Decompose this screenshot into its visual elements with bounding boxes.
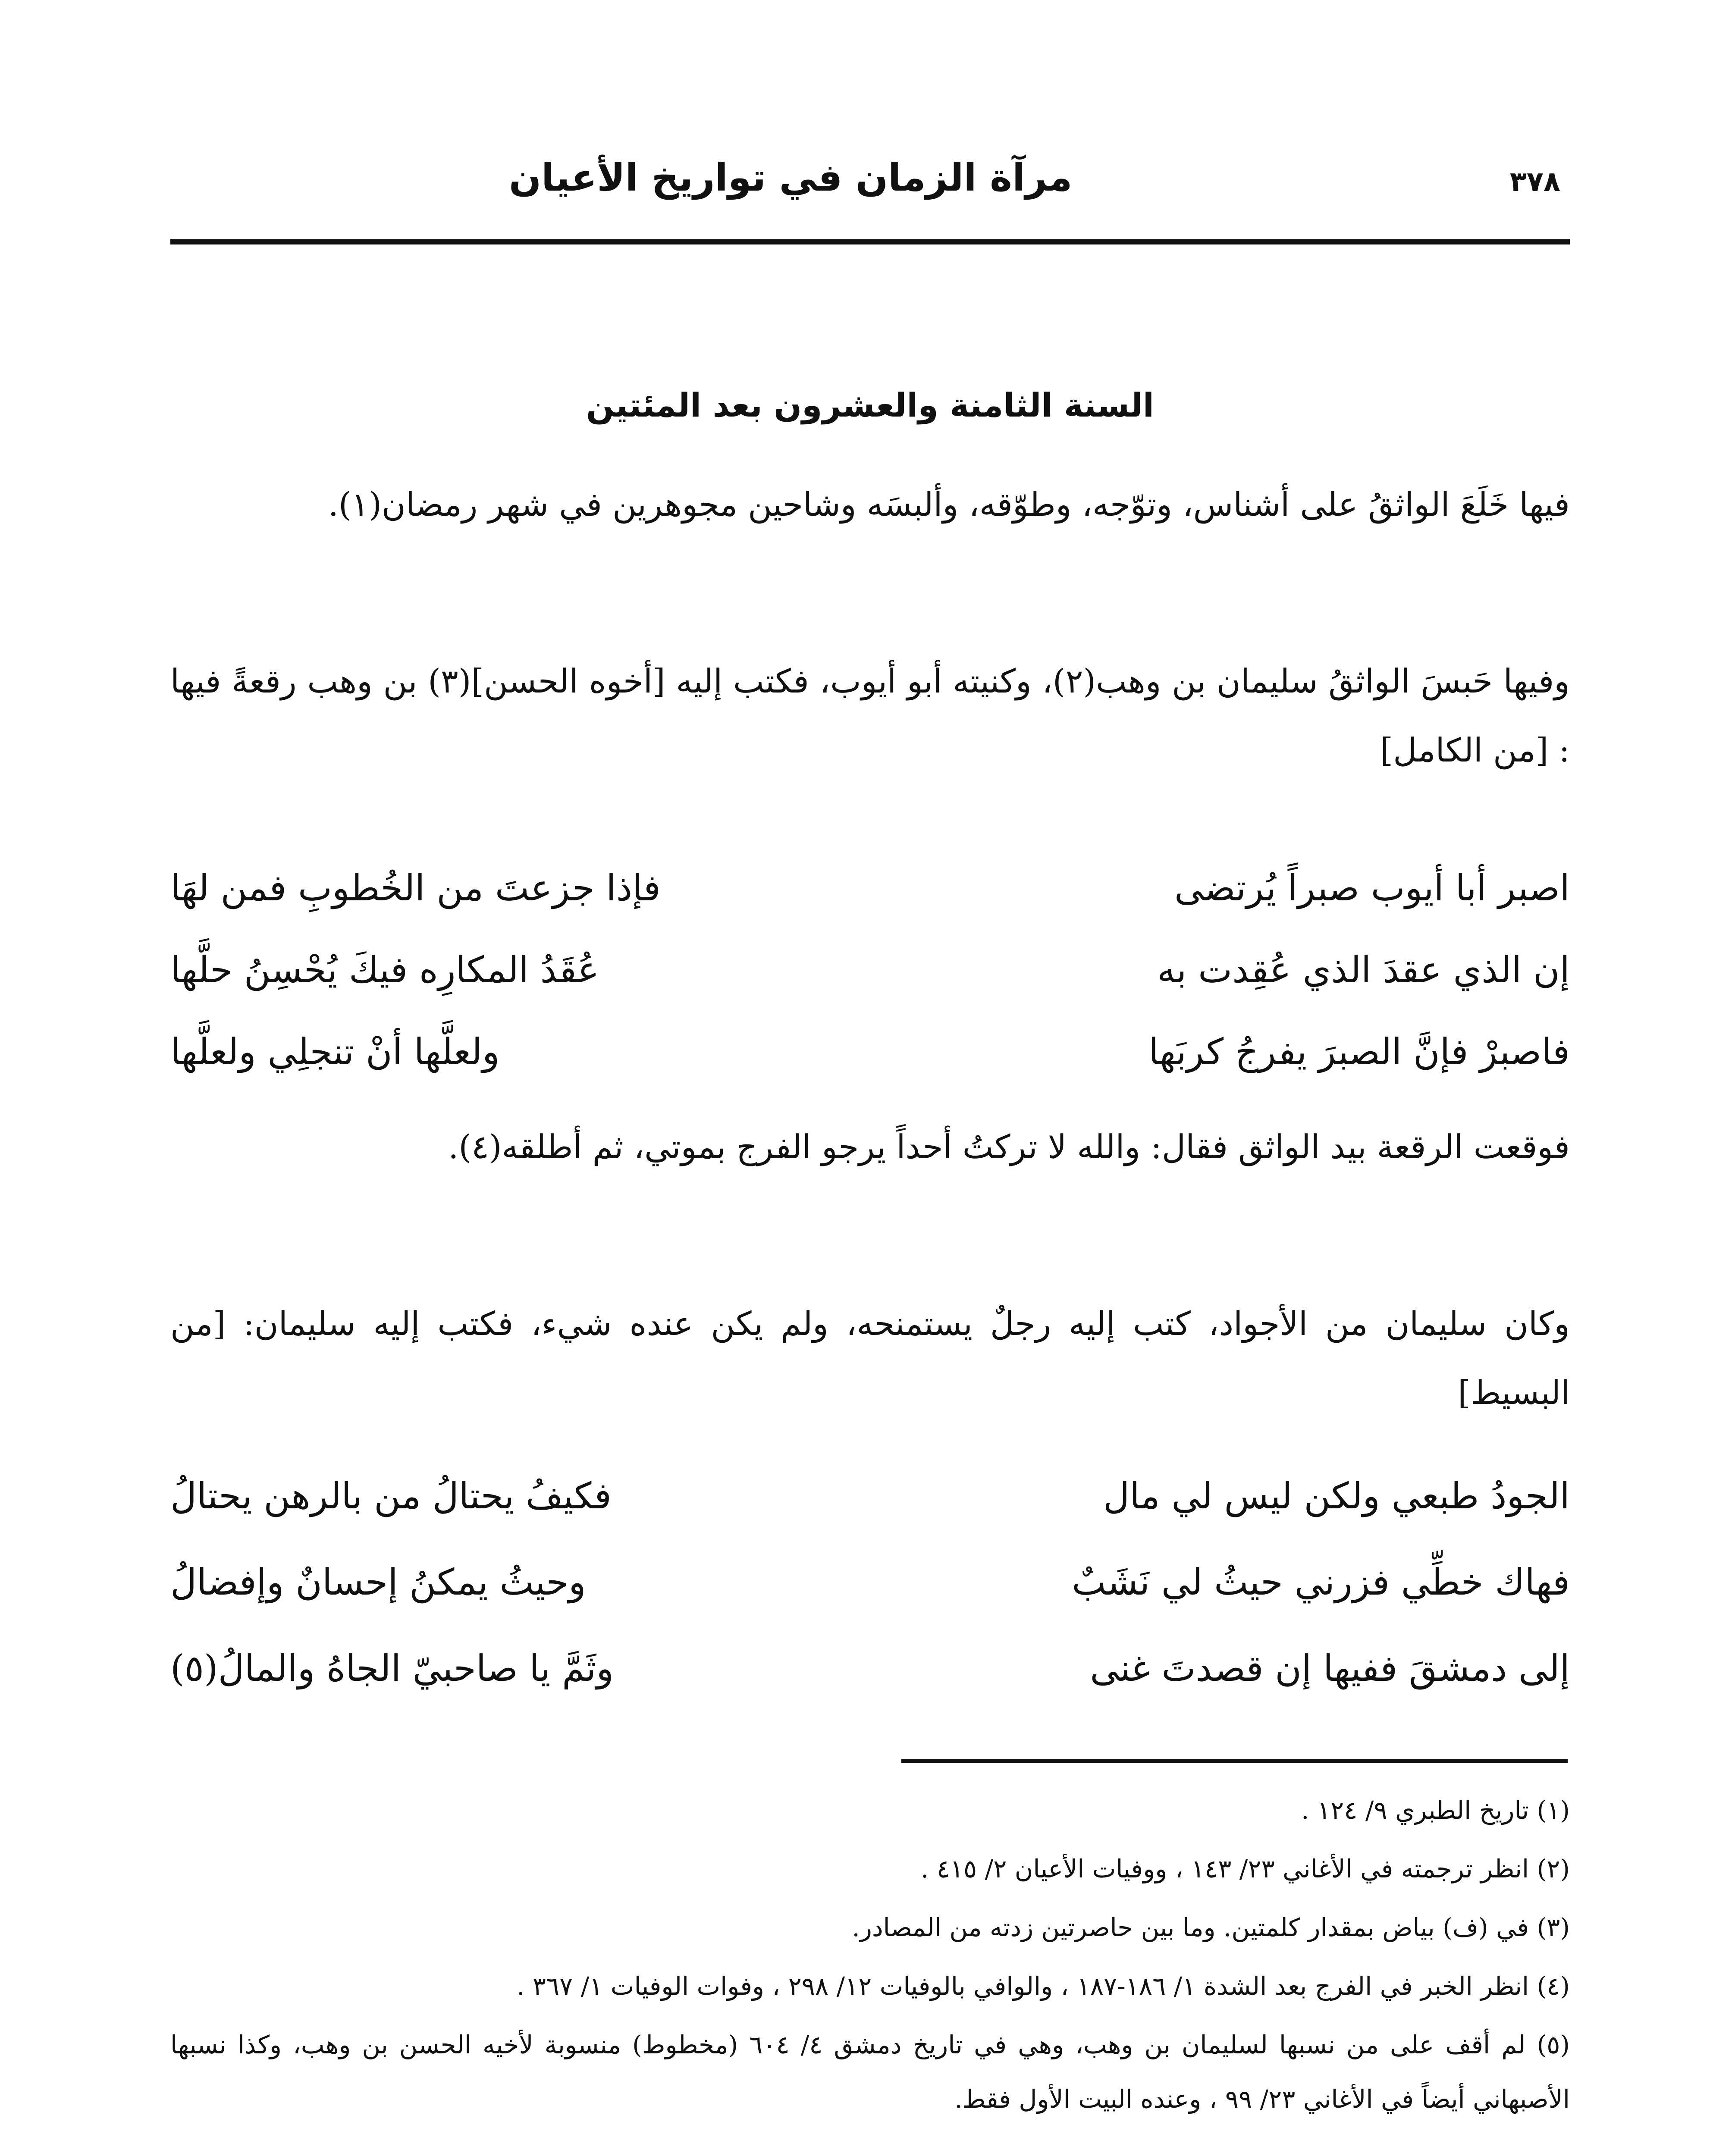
paragraph-3: فوقعت الرقعة بيد الواثق فقال: والله لا تركتُ أحداً يرجو الفرج بموتي، ثم أطلقه(٤). (448, 1128, 1570, 1166)
hemistich-first: اصبر أبا أيوب صبراً يُرتضى (1174, 867, 1570, 909)
hemistich-second: وثَمَّ يا صاحبيّ الجاهُ والمالُ(٥) (170, 1647, 614, 1689)
hemistich-first: إن الذي عقدَ الذي عُقِدت به (1157, 949, 1570, 991)
paragraph-1: فيها خَلَعَ الواثقُ على أشناس، وتوّجه، وطوّقه، وألبسَه وشاحين مجوهرين في شهر رمضان(١). (328, 485, 1570, 523)
page-number: ٣٧٨ (1509, 166, 1560, 198)
footnote-4: (٤) انظر الخبر في الفرج بعد الشدة ١/ ١٨٦-١٨٧ ، والوافي بالوفيات ١٢/ ٢٩٨ ، وفوات الوفيات ١/ ٣٦٧ . (516, 1971, 1570, 2001)
paragraph-2: وفيها حَبسَ الواثقُ سليمان بن وهب(٢)، وكنيته أبو أيوب، فكتب إليه [أخوه الحسن](٣) بن وهب رقعةً فيها : [من الكامل] (170, 662, 1570, 769)
hemistich-first: فهاك خطِّي فزرني حيثُ لي نَشَبٌ (1072, 1561, 1570, 1603)
footnote-1: (١) تاريخ الطبري ٩/ ١٢٤ . (1301, 1796, 1570, 1825)
hemistich-first: الجودُ طبعي ولكن ليس لي مال (1103, 1475, 1570, 1517)
hemistich-first: فاصبرْ فإنَّ الصبرَ يفرجُ كربَها (1148, 1031, 1570, 1073)
hemistich-second: عُقَدُ المكارِه فيكَ يُحْسِنُ حلَّها (170, 949, 599, 991)
footnote-5: (٥) لم أقف على من نسبها لسليمان بن وهب، وهي في تاريخ دمشق ٤/ ٦٠٤ (مخطوط) منسوبة لأخيه الحسن بن وهب، وكذا نسبها الأصبهاني أيضاً في الأغاني ٢٣/ ٩٩ ، وعنده البيت الأول فقط. (170, 2030, 1570, 2114)
hemistich-first: إلى دمشقَ ففيها إن قصدتَ غنى (1090, 1647, 1570, 1689)
footnote-3: (٣) في (ف) بياض بمقدار كلمتين. وما بين حاصرتين زدته من المصادر. (852, 1913, 1570, 1942)
paragraph-4: وكان سليمان من الأجواد، كتب إليه رجلٌ يستمنحه، ولم يكن عنده شيء، فكتب إليه سليمان: [من البسيط] (170, 1304, 1570, 1412)
hemistich-second: فكيفُ يحتالُ من بالرهن يحتالُ (170, 1475, 612, 1517)
running-head-title: مرآة الزمان في تواريخ الأعيان (509, 155, 1073, 200)
hemistich-second: فإذا جزعتَ من الخُطوبِ فمن لهَا (170, 867, 661, 909)
header-rule (170, 239, 1570, 244)
footnote-list (170, 1783, 1570, 2131)
section-title: السنة الثامنة والعشرون بعد المئتين (586, 386, 1154, 424)
footnote-2: (٢) انظر ترجمته في الأغاني ٢٣/ ١٤٣ ، ووفيات الأعيان ٢/ ٤١٥ . (920, 1854, 1570, 1883)
hemistich-second: ولعلَّها أنْ تنجلِي ولعلَّها (170, 1031, 500, 1073)
footnote-rule (901, 1759, 1568, 1763)
hemistich-second: وحيثُ يمكنُ إحسانٌ وإفضالُ (170, 1561, 586, 1603)
